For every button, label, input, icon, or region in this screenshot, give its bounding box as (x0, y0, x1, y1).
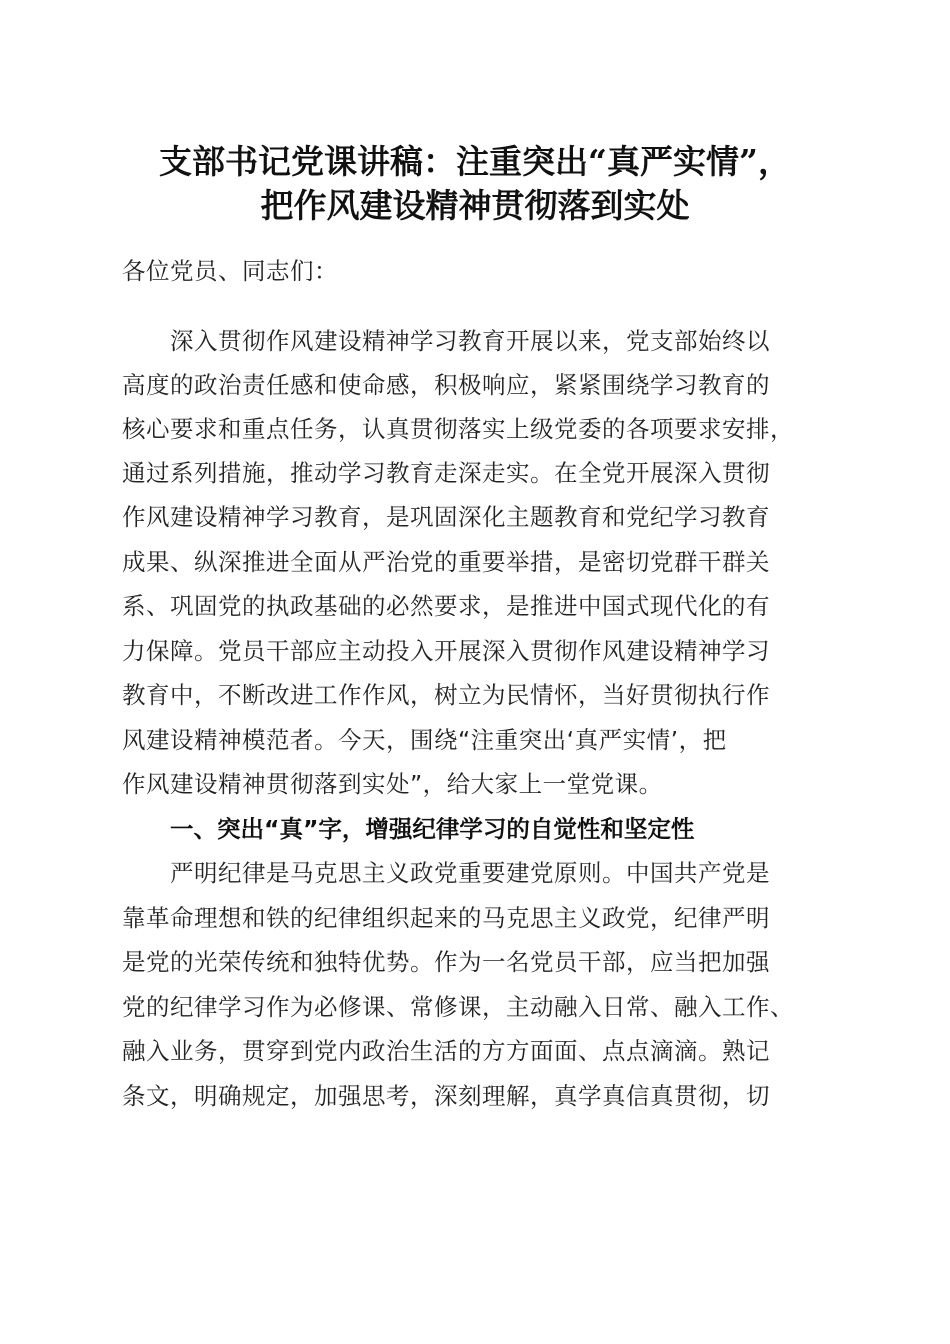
paragraph-2-line: 条文，明确规定，加强思考，深刻理解，真学真信真贯彻，切 (122, 1082, 770, 1110)
paragraph-1-line: 系、巩固党的执政基础的必然要求，是推进中国式现代化的有 (122, 592, 770, 620)
paragraph-2-line: 是党的光荣传统和独特优势。作为一名党员干部，应当把加强 (122, 948, 770, 976)
paragraph-1-line: 作风建设精神贯彻落到实处”，给大家上一堂党课。 (122, 770, 663, 798)
salutation: 各位党员、同志们： (122, 257, 338, 285)
paragraph-2-line: 严明纪律是马克思主义政党重要建党原则。中国共产党是 (170, 859, 770, 887)
document-title-line-1: 支部书记党课讲稿：注重突出“真严实情”， (159, 142, 791, 181)
paragraph-1-line: 成果、纵深推进全面从严治党的重要举措，是密切党群干群关 (122, 548, 770, 576)
section-1-heading: 一、突出“真”字，增强纪律学习的自觉性和坚定性 (170, 815, 695, 843)
paragraph-1-line: 风建设精神模范者。今天，围绕“注重突出‘真严实情’，把 (122, 726, 727, 754)
paragraph-1-line: 作风建设精神学习教育，是巩固深化主题教育和党纪学习教育 (122, 503, 770, 531)
paragraph-1-line: 通过系列措施，推动学习教育走深走实。在全党开展深入贯彻 (122, 459, 770, 487)
paragraph-1-line: 高度的政治责任感和使命感，积极响应，紧紧围绕学习教育的 (122, 371, 770, 399)
paragraph-2-line: 靠革命理想和铁的纪律组织起来的马克思主义政党，纪律严明 (122, 904, 770, 932)
paragraph-1-line: 力保障。党员干部应主动投入开展深入贯彻作风建设精神学习 (122, 637, 770, 665)
paragraph-2-line: 融入业务，贯穿到党内政治生活的方方面面、点点滴滴。熟记 (122, 1037, 770, 1065)
paragraph-2-line: 党的纪律学习作为必修课、常修课，主动融入日常、融入工作、 (122, 993, 794, 1021)
paragraph-1-line: 核心要求和重点任务，认真贯彻落实上级党委的各项要求安排， (122, 415, 794, 443)
document-title-line-2: 把作风建设精神贯彻落到实处 (260, 186, 690, 225)
paragraph-1-line: 教育中，不断改进工作作风，树立为民情怀，当好贯彻执行作 (122, 681, 770, 709)
paragraph-1-line: 深入贯彻作风建设精神学习教育开展以来，党支部始终以 (170, 327, 770, 355)
